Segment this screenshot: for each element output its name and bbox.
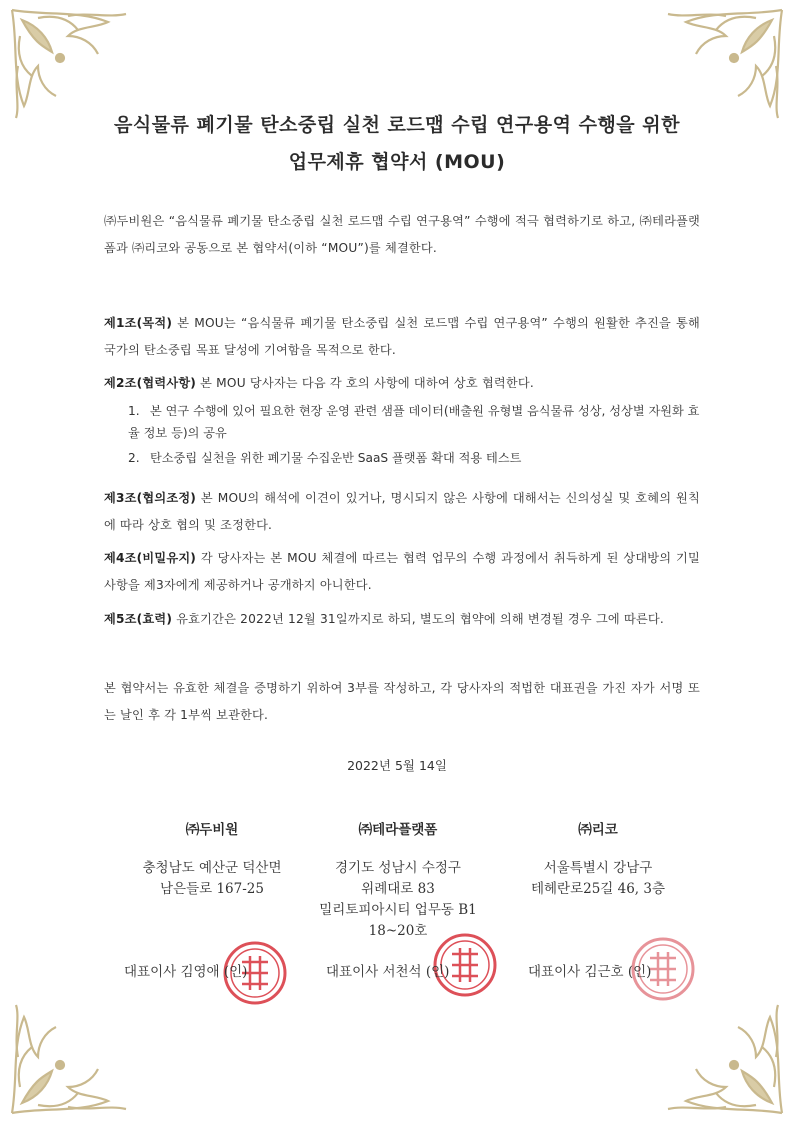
article-4 <box>104 545 700 599</box>
party-3-name: ㈜리코 <box>578 822 618 838</box>
address-line: 충청남도 예산군 덕산면 <box>142 860 282 876</box>
article-5-label: 제5조(효력) <box>104 612 173 626</box>
party-1-name: ㈜두비원 <box>185 822 239 838</box>
article-4-label: 제4조(비밀유지) <box>104 551 197 565</box>
article-3-text: 본 MOU의 해석에 이견이 있거나, 명시되지 않은 사항에 대해서는 신의성실 및 호혜의 원칙에 따라 상호 협의 및 조정한다. <box>104 491 700 532</box>
signing-date: 2022년 5월 14일 <box>347 758 447 773</box>
corner-ornament-bottom-right <box>656 997 786 1117</box>
address-line: 밀리토피아시티 업무동 B1 <box>319 902 477 918</box>
article-2-text: 본 MOU 당사자는 다음 각 호의 사항에 대하여 상호 협력한다. <box>196 376 534 390</box>
party-2-address <box>288 858 508 942</box>
party-2-representative: 대표이사 서천석 (인) <box>326 964 450 980</box>
address-line: 18~20호 <box>368 923 428 939</box>
party-1-representative: 대표이사 김영애 (인) <box>124 964 248 980</box>
article-2-item-2 <box>128 447 700 469</box>
address-line: 테헤란로25길 46, 3층 <box>530 881 666 897</box>
address-line: 경기도 성남시 수정구 <box>335 860 461 876</box>
article-1 <box>104 310 700 364</box>
article-2-item-1 <box>128 400 700 444</box>
list-item-number: 1. <box>128 404 140 418</box>
article-2-label: 제2조(협력사항) <box>104 376 197 390</box>
corner-ornament-bottom-left <box>8 997 138 1117</box>
corner-ornament-top-right <box>656 6 786 126</box>
article-4-text: 각 당사자는 본 MOU 체결에 따르는 협력 업무의 수행 과정에서 취득하게 된 상대방의 기밀사항을 제3자에게 제공하거나 공개하지 아니한다. <box>104 551 700 592</box>
article-3-label: 제3조(협의조정) <box>104 491 197 505</box>
article-3 <box>104 485 700 539</box>
article-1-text: 본 MOU는 “음식물류 폐기물 탄소중립 실천 로드맵 수립 연구용역” 수행의 원활한 추진을 통해 국가의 탄소중립 목표 달성에 기여함을 목적으로 한다. <box>104 316 700 357</box>
address-line: 서울특별시 강남구 <box>543 860 653 876</box>
party-3-representative: 대표이사 김근호 (인) <box>528 964 652 980</box>
article-5-text: 유효기간은 2022년 12월 31일까지로 하되, 별도의 협약에 의해 변경될 경우 그에 따른다. <box>172 612 664 626</box>
list-item-text: 탄소중립 실천을 위한 폐기물 수집운반 SaaS 플랫폼 확대 적용 테스트 <box>150 451 522 465</box>
party-2-name: ㈜테라플랫폼 <box>358 822 438 838</box>
party-3-address <box>488 858 708 900</box>
article-5 <box>104 606 700 633</box>
article-2 <box>104 370 700 397</box>
address-line: 위례대로 83 <box>361 881 435 897</box>
list-item-number: 2. <box>128 451 140 465</box>
intro-paragraph: ㈜두비원은 “음식물류 폐기물 탄소중립 실천 로드맵 수립 연구용역” 수행에 적극 협력하기로 하고, ㈜테라플랫폼과 ㈜리코와 공동으로 본 협약서(이하 “MOU”)를 체결한다. <box>104 214 700 255</box>
document-title-line2: 업무제휴 협약서 (MOU) <box>288 151 506 173</box>
address-line: 남은들로 167-25 <box>160 881 264 897</box>
corner-ornament-top-left <box>8 6 138 126</box>
document-title-line1: 음식물류 폐기물 탄소중립 실천 로드맵 수립 연구용역 수행을 위한 <box>114 114 680 136</box>
closing-paragraph: 본 협약서는 유효한 체결을 증명하기 위하여 3부를 작성하고, 각 당사자의 적법한 대표권을 가진 자가 서명 또는 날인 후 각 1부씩 보관한다. <box>104 681 700 722</box>
list-item-text: 본 연구 수행에 있어 필요한 현장 운영 관련 샘플 데이터(배출원 유형별 음식물류 성상, 성상별 자원화 효율 정보 등)의 공유 <box>128 404 700 440</box>
article-1-label: 제1조(목적) <box>104 316 173 330</box>
